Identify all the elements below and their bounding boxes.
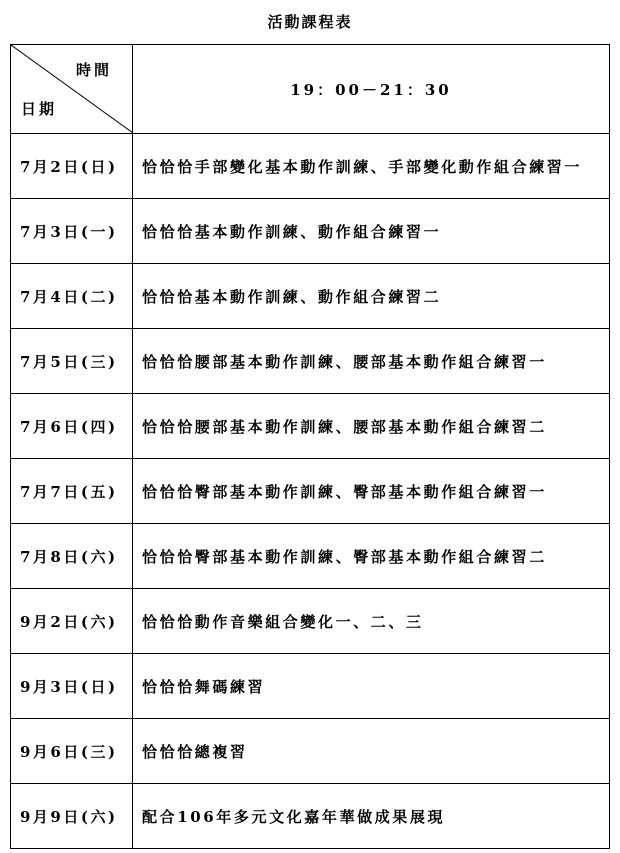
- row-content: 恰恰恰總複習: [133, 719, 610, 784]
- table-row: [11, 784, 610, 849]
- row-date: 7月7日(五): [11, 459, 133, 524]
- row-content: 恰恰恰舞碼練習: [133, 654, 610, 719]
- row-content: 恰恰恰基本動作訓練、動作組合練習一: [133, 199, 610, 264]
- row-date: 9月3日(日): [11, 654, 133, 719]
- table-row: [11, 134, 610, 199]
- row-date: 9月9日(六): [11, 784, 133, 849]
- row-date: 7月5日(三): [11, 329, 133, 394]
- row-date: 9月2日(六): [11, 589, 133, 654]
- row-content: 恰恰恰基本動作訓練、動作組合練習二: [133, 264, 610, 329]
- schedule-table: [10, 44, 610, 849]
- table-row: [11, 524, 610, 589]
- table-row: [11, 329, 610, 394]
- row-date: 7月2日(日): [11, 134, 133, 199]
- row-date: 7月4日(二): [11, 264, 133, 329]
- row-content: 恰恰恰腰部基本動作訓練、腰部基本動作組合練習二: [133, 394, 610, 459]
- table-row: [11, 394, 610, 459]
- row-date: 7月6日(四): [11, 394, 133, 459]
- row-date: 7月3日(一): [11, 199, 133, 264]
- row-content: 恰恰恰腰部基本動作訓練、腰部基本動作組合練習一: [133, 329, 610, 394]
- table-row: [11, 589, 610, 654]
- table-row: [11, 654, 610, 719]
- row-content: 恰恰恰臀部基本動作訓練、臀部基本動作組合練習二: [133, 524, 610, 589]
- page-title: 活動課程表: [267, 13, 353, 31]
- diagonal-divider: [11, 45, 133, 133]
- row-date: 7月8日(六): [11, 524, 133, 589]
- table-row: [11, 719, 610, 784]
- row-content: 恰恰恰臀部基本動作訓練、臀部基本動作組合練習一: [133, 459, 610, 524]
- row-date: 9月6日(三): [11, 719, 133, 784]
- table-row: [11, 459, 610, 524]
- date-header-label: 日期: [21, 100, 58, 118]
- row-content: 配合106年多元文化嘉年華做成果展現: [133, 784, 610, 849]
- time-header-label: 時間: [75, 61, 112, 79]
- row-content: 恰恰恰手部變化基本動作訓練、手部變化動作組合練習一: [133, 134, 610, 199]
- table-row: [11, 264, 610, 329]
- time-range-header: 19：00－21：30: [133, 45, 610, 134]
- row-content: 恰恰恰動作音樂組合變化一、二、三: [133, 589, 610, 654]
- corner-header-cell: [11, 45, 133, 134]
- table-header-row: [11, 45, 610, 134]
- table-row: [11, 199, 610, 264]
